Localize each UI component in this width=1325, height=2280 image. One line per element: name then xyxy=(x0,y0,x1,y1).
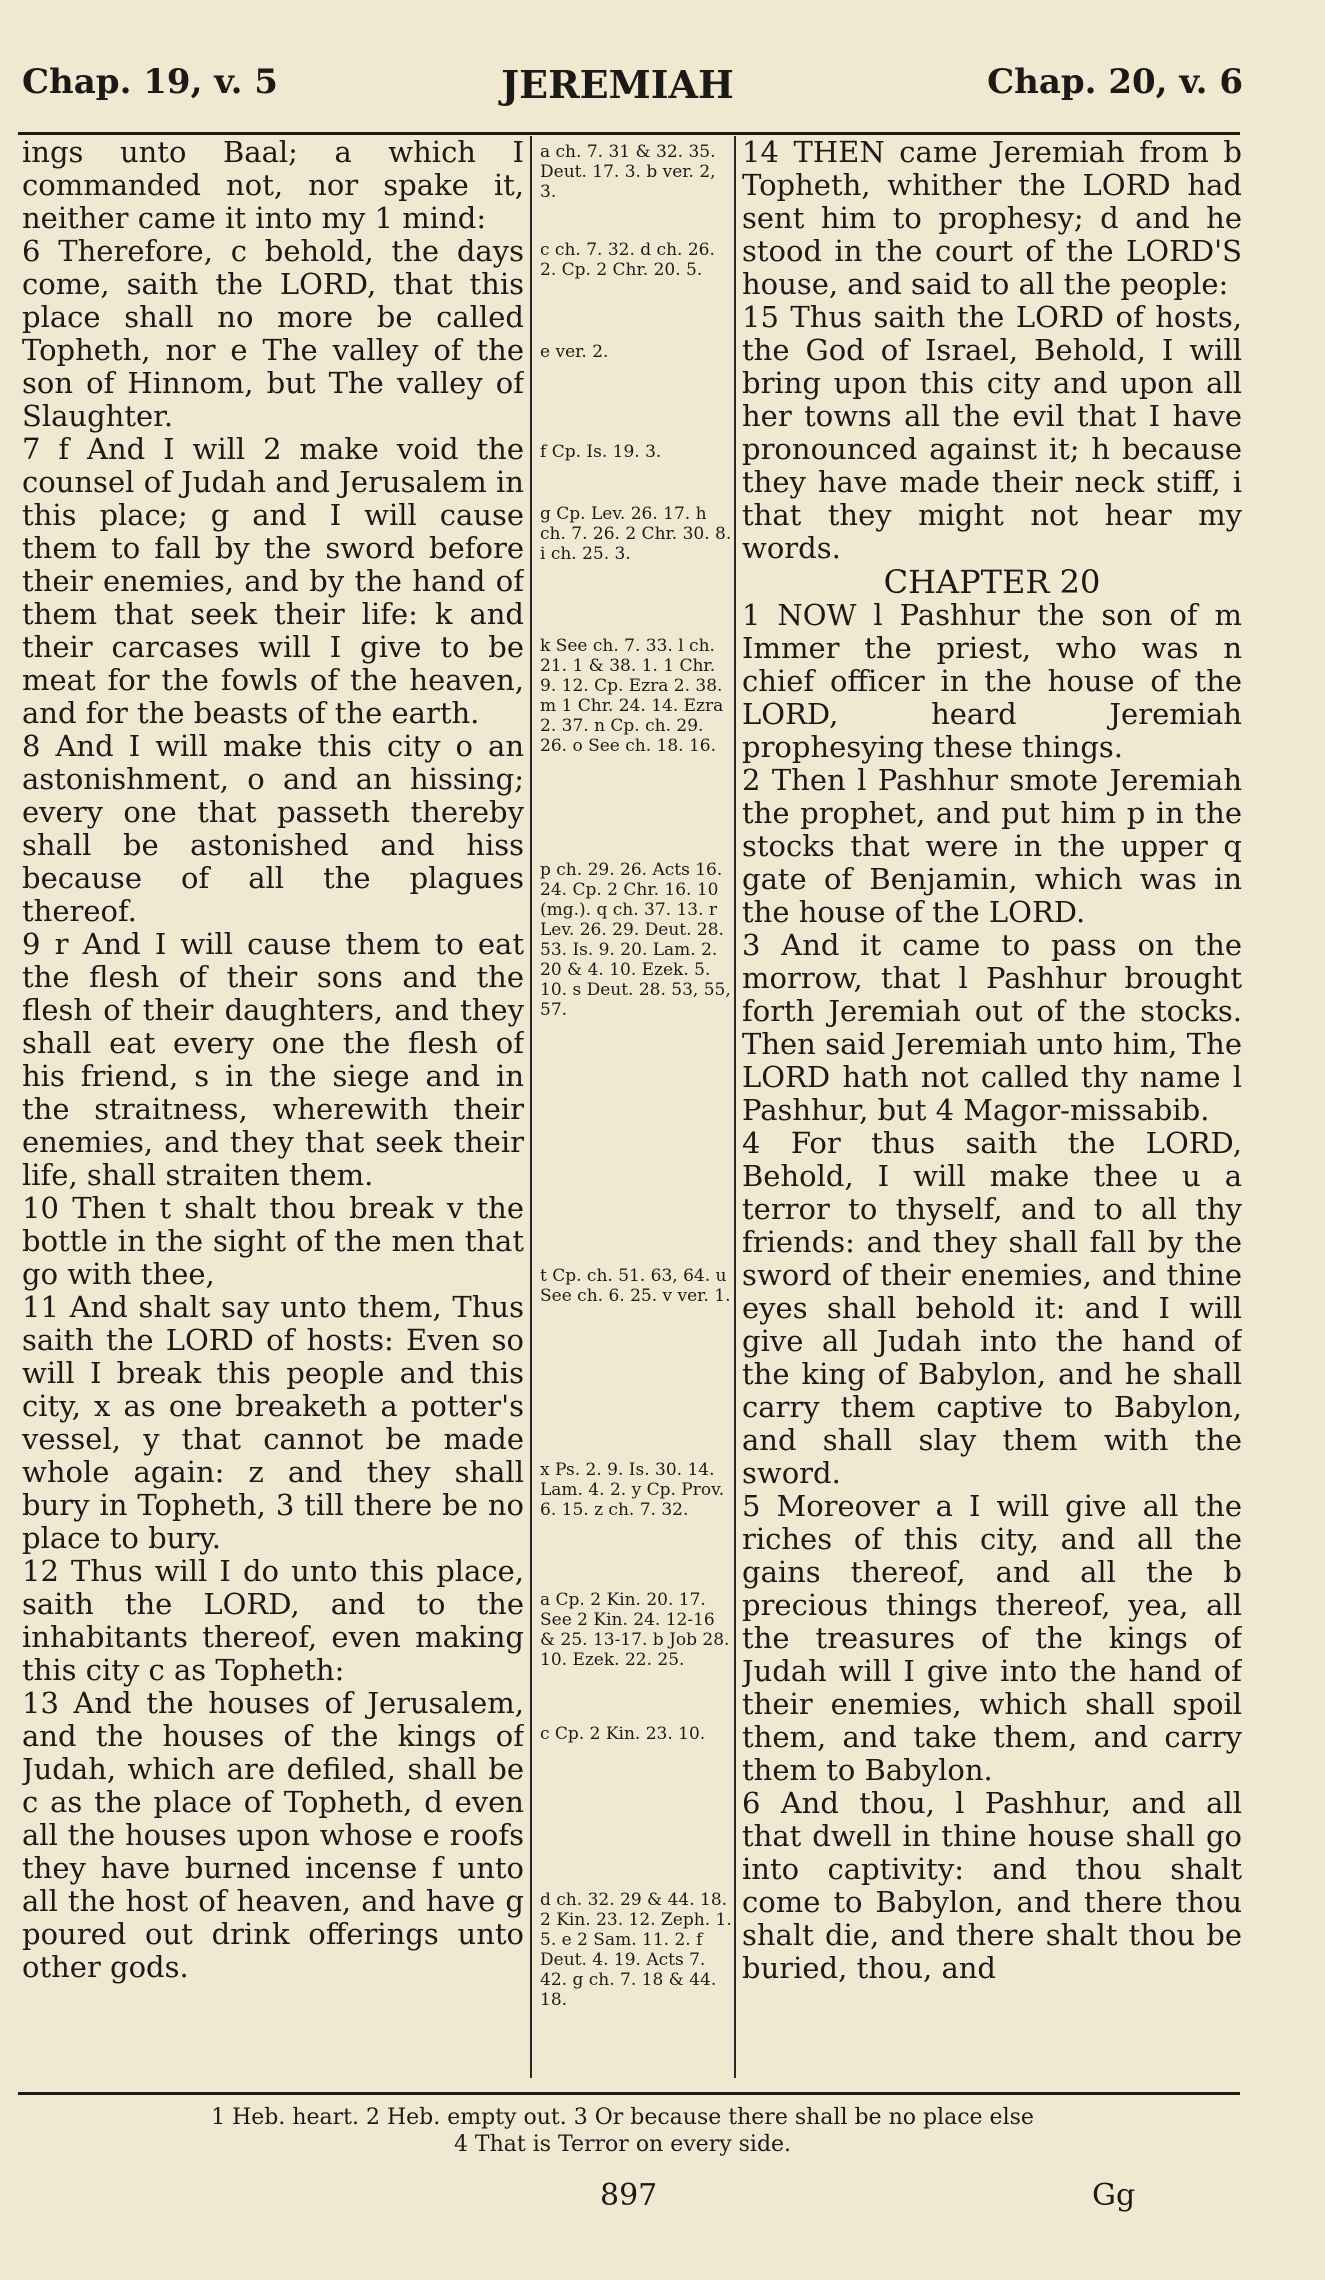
page-number: 897 xyxy=(600,2178,658,2213)
running-head-title: JEREMIAH xyxy=(501,62,734,107)
cross-ref: d ch. 32. 29 & 44. 18. 2 Kin. 23. 12. Zeph. 1. 5. e 2 Sam. 11. 2. f Deut. 4. 19. Acts 7. 42. g ch. 7. 18 & 44. 18. xyxy=(540,1890,732,2010)
footnote-rule xyxy=(18,2092,1240,2095)
left-text-column xyxy=(22,136,524,2076)
column-divider-left xyxy=(530,136,532,2078)
cross-ref: k See ch. 7. 33. l ch. 21. 1 & 38. 1. 1 Chr. 9. 12. Cp. Ezra 2. 38. m 1 Chr. 24. 14. Ezra 2. 37. n Cp. ch. 29. 26. o See ch. 18. 16. xyxy=(540,636,724,756)
chapter-heading: CHAPTER 20 xyxy=(883,563,1101,601)
cross-ref: t Cp. ch. 51. 63, 64. u See ch. 6. 25. v ver. 1. xyxy=(540,1266,731,1306)
verse-20-2: 2 Then l Pashhur smote Jeremiah the prophet, and put him p in the stocks that were in the upper q gate of Benjamin, which was in the house of the LORD. xyxy=(742,763,1242,929)
verse-19-7: 7 f And I will 2 make void the counsel of Judah and Jerusalem in this place; g and I will cause them to fall by the sword before their enemies, and by the hand of them that seek their life: k and their carcases will I give to be meat for the fowls of the heaven, and for the beasts of the earth. xyxy=(22,432,524,730)
cross-ref: x Ps. 2. 9. Is. 30. 14. Lam. 4. 2. y Cp. Prov. 6. 15. z ch. 7. 32. xyxy=(540,1460,725,1520)
verse-19-14: 14 THEN came Jeremiah from b Topheth, whither the LORD had sent him to prophesy; d and he stood in the court of the LORD'S house, and said to all the people: xyxy=(742,136,1242,301)
verse-20-3: 3 And it came to pass on the morrow, that l Pashhur brought forth Jeremiah out of the stocks. Then said Jeremiah unto him, The LORD hath not called thy name l Pashhur, but 4 Magor-missabib. xyxy=(742,928,1242,1127)
verse-19-13: 13 And the houses of Jerusalem, and the houses of the kings of Judah, which are defiled, shall be c as the place of Topheth, d even all the houses upon whose e roofs they have burned incense f unto all the host of heaven, and have g poured out drink offerings unto other gods. xyxy=(22,1686,524,1984)
verse-19-15: 15 Thus saith the LORD of hosts, the God of Israel, Behold, I will bring upon this city and upon all her towns all the evil that I have pronounced against it; h because they have made their neck stiff, i that they might not hear my words. xyxy=(742,300,1242,565)
cross-ref: a Cp. 2 Kin. 20. 17. See 2 Kin. 24. 12-16 & 25. 13-17. b Job 28. 10. Ezek. 22. 25. xyxy=(540,1590,730,1670)
verse-20-1: 1 NOW l Pashhur the son of m Immer the priest, who was n chief officer in the house of the LORD, heard Jeremiah prophesying these things. xyxy=(742,598,1242,764)
footnote-line-2: 4 That is Terror on every side. xyxy=(453,2132,792,2157)
cross-reference-column xyxy=(536,136,732,2076)
cross-ref: e ver. 2. xyxy=(540,342,609,362)
header-rule xyxy=(18,132,1240,135)
verse-19-10: 10 Then t shalt thou break v the bottle in the sight of the men that go with thee, xyxy=(22,1191,524,1291)
verse-19-6: 6 Therefore, c behold, the days come, saith the LORD, that this place shall no more be called Topheth, nor e The valley of the son of Hinnom, but The valley of Slaughter. xyxy=(22,234,524,433)
running-head-left: Chap. 19, v. 5 xyxy=(22,62,278,102)
footnote-line-1: 1 Heb. heart. 2 Heb. empty out. 3 Or because there shall be no place else xyxy=(211,2105,1034,2130)
running-head-right: Chap. 20, v. 6 xyxy=(987,62,1243,102)
verse-20-6: 6 And thou, l Pashhur, and all that dwell in thine house shall go into captivity: and thou shalt come to Babylon, and there thou shalt die, and there shalt thou be buried, thou, and xyxy=(742,1786,1242,1985)
verse-19-5-cont: ings unto Baal; a which I commanded not, nor spake it, neither came it into my 1 mind: xyxy=(22,136,524,235)
verse-19-12: 12 Thus will I do unto this place, saith the LORD, and to the inhabitants thereof, even making this city c as Topheth: xyxy=(22,1554,524,1687)
verse-19-11: 11 And shalt say unto them, Thus saith the LORD of hosts: Even so will I break this people and this city, x as one breaketh a potter's vessel, y that cannot be made whole again: z and they shall bury in Topheth, 3 till there be no place to bury. xyxy=(22,1290,524,1555)
cross-ref: a ch. 7. 31 & 32. 35. Deut. 17. 3. b ver. 2, 3. xyxy=(540,142,716,202)
column-divider-right xyxy=(734,136,736,2078)
signature-mark: Gg xyxy=(1092,2178,1136,2213)
verse-19-9: 9 r And I will cause them to eat the flesh of their sons and the flesh of their daughters, and they shall eat every one the flesh of his friend, s in the siege and in the straitness, wherewith their enemies, and they that seek their life, shall straiten them. xyxy=(22,927,524,1192)
right-text-column xyxy=(742,136,1242,2076)
footnotes xyxy=(0,2104,1245,2158)
verse-20-4: 4 For thus saith the LORD, Behold, I will make thee u a terror to thyself, and to all thy friends: and they shall fall by the sword of their enemies, and thine eyes shall behold it: and I will give all Judah into the hand of the king of Babylon, and he shall carry them captive to Babylon, and shall slay them with the sword. xyxy=(742,1126,1242,1490)
cross-ref: p ch. 29. 26. Acts 16. 24. Cp. 2 Chr. 16. 10 (mg.). q ch. 37. 13. r Lev. 26. 29. Deut. 28. 53. Is. 9. 20. Lam. 2. 20 & 4. 10. Ezek. 5. 10. s Deut. 28. 53, 55, 57. xyxy=(540,860,731,1020)
verse-19-8: 8 And I will make this city o an astonishment, o and an hissing; every one that passeth thereby shall be astonished and hiss because of all the plagues thereof. xyxy=(22,729,524,928)
cross-ref: c ch. 7. 32. d ch. 26. 2. Cp. 2 Chr. 20. 5. xyxy=(540,240,715,280)
verse-20-5: 5 Moreover a I will give all the riches of this city, and all the gains thereof, and all the b precious things thereof, yea, all the treasures of the kings of Judah will I give into the hand of their enemies, which shall spoil them, and take them, and carry them to Babylon. xyxy=(742,1489,1242,1787)
cross-ref: g Cp. Lev. 26. 17. h ch. 7. 26. 2 Chr. 30. 8. i ch. 25. 3. xyxy=(540,504,732,564)
cross-ref: f Cp. Is. 19. 3. xyxy=(540,442,662,462)
cross-ref: c Cp. 2 Kin. 23. 10. xyxy=(540,1724,706,1744)
